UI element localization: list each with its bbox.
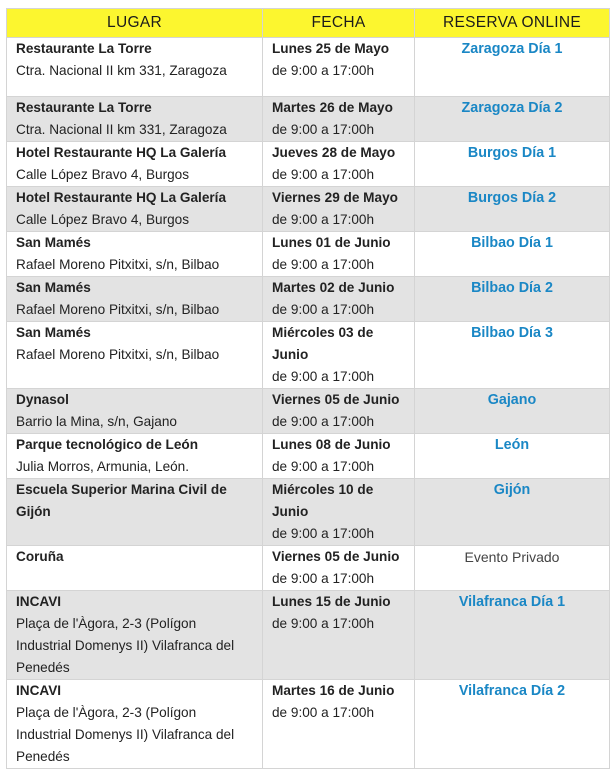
venue-name: Parque tecnológico de León: [16, 437, 199, 452]
event-date: Lunes 15 de Junio: [272, 594, 391, 609]
event-date: Miércoles 03 de: [272, 325, 374, 340]
fecha-cell: [263, 277, 415, 322]
event-date: Lunes 25 de Mayo: [272, 41, 390, 56]
fecha-cell: [263, 97, 415, 142]
venue-address: Rafael Moreno Pitxitxi, s/n, Bilbao: [16, 257, 220, 272]
table-row: [7, 277, 610, 322]
fecha-cell: [263, 479, 415, 546]
fecha-cell: [263, 38, 415, 97]
venue-name: San Mamés: [16, 235, 91, 250]
table-row: [7, 232, 610, 277]
venue-name: Coruña: [16, 549, 64, 564]
reserva-link[interactable]: Zaragoza Día 2: [461, 100, 563, 116]
event-time: de 9:00 a 17:00h: [272, 414, 375, 429]
venue-address: Julia Morros, Armunia, León.: [16, 459, 190, 474]
venue-address: Barrio la Mina, s/n, Gajano: [16, 414, 177, 429]
lugar-cell: [7, 546, 263, 591]
event-time: de 9:00 a 17:00h: [272, 167, 375, 182]
event-date: Viernes 05 de Junio: [272, 549, 400, 564]
event-time: de 9:00 a 17:00h: [272, 616, 375, 631]
events-table: [6, 8, 610, 769]
reserva-link[interactable]: Bilbao Día 1: [471, 235, 553, 251]
fecha-cell: [263, 142, 415, 187]
lugar-cell: [7, 479, 263, 546]
venue-address: Ctra. Nacional II km 331, Zaragoza: [16, 122, 227, 137]
event-time: de 9:00 a 17:00h: [272, 63, 375, 78]
reserva-link[interactable]: Vilafranca Día 2: [458, 683, 566, 699]
fecha-cell: [263, 680, 415, 769]
fecha-cell: [263, 322, 415, 389]
event-date: Martes 02 de Junio: [272, 280, 395, 295]
venue-name: INCAVI: [16, 594, 62, 609]
header-reserva: RESERVA ONLINE: [415, 9, 610, 38]
lugar-cell: [7, 232, 263, 277]
table-row: [7, 322, 610, 389]
table-row: [7, 479, 610, 546]
fecha-cell: [263, 232, 415, 277]
event-date: Jueves 28 de Mayo: [272, 145, 396, 160]
reserva-cell: [415, 277, 610, 322]
venue-address: Plaça de l'Àgora, 2-3 (Polígon: [16, 705, 197, 720]
reserva-link[interactable]: Gajano: [487, 392, 537, 408]
table-row: [7, 434, 610, 479]
reserva-cell: [415, 187, 610, 232]
table-row: [7, 142, 610, 187]
reserva-text: Evento Privado: [464, 549, 560, 565]
event-date: Martes 16 de Junio: [272, 683, 395, 698]
reserva-cell: [415, 389, 610, 434]
lugar-cell: [7, 97, 263, 142]
venue-address: Penedés: [16, 749, 70, 764]
event-date: Junio: [272, 347, 309, 362]
reserva-link[interactable]: Bilbao Día 2: [471, 280, 553, 296]
venue-address: Plaça de l'Àgora, 2-3 (Polígon: [16, 616, 197, 631]
reserva-cell: [415, 97, 610, 142]
lugar-cell: [7, 434, 263, 479]
table-row: [7, 546, 610, 591]
table-row: [7, 97, 610, 142]
reserva-cell: [415, 38, 610, 97]
reserva-cell: [415, 142, 610, 187]
reserva-cell: [415, 591, 610, 680]
header-row: [7, 9, 610, 38]
venue-address: Calle López Bravo 4, Burgos: [16, 167, 190, 182]
lugar-cell: [7, 142, 263, 187]
venue-name: Restaurante La Torre: [16, 100, 152, 115]
lugar-cell: [7, 389, 263, 434]
event-date: Miércoles 10 de: [272, 482, 374, 497]
venue-address: Ctra. Nacional II km 331, Zaragoza: [16, 63, 227, 78]
reserva-cell: [415, 546, 610, 591]
lugar-cell: [7, 591, 263, 680]
header-fecha: FECHA: [263, 9, 415, 38]
venue-name: San Mamés: [16, 280, 91, 295]
table-row: [7, 187, 610, 232]
reserva-link[interactable]: León: [494, 437, 530, 453]
reserva-link[interactable]: Bilbao Día 3: [471, 325, 553, 341]
venue-name: Restaurante La Torre: [16, 41, 152, 56]
table-body: [7, 38, 610, 769]
venue-address: Penedés: [16, 660, 70, 675]
venue-address: Industrial Domenys II) Vilafranca del: [16, 727, 235, 742]
table-row: [7, 680, 610, 769]
venue-address: Industrial Domenys II) Vilafranca del: [16, 638, 235, 653]
reserva-link[interactable]: Burgos Día 2: [467, 190, 557, 206]
event-date: Viernes 29 de Mayo: [272, 190, 398, 205]
table-row: [7, 591, 610, 680]
venue-name: Escuela Superior Marina Civil de Gijón: [16, 482, 227, 519]
lugar-cell: [7, 277, 263, 322]
lugar-cell: [7, 322, 263, 389]
reserva-cell: [415, 434, 610, 479]
venue-name: INCAVI: [16, 683, 62, 698]
reserva-cell: [415, 680, 610, 769]
event-date: Lunes 01 de Junio: [272, 235, 391, 250]
event-time: de 9:00 a 17:00h: [272, 212, 375, 227]
event-time: de 9:00 a 17:00h: [272, 257, 375, 272]
lugar-cell: [7, 680, 263, 769]
event-time: de 9:00 a 17:00h: [272, 369, 375, 384]
event-date: Lunes 08 de Junio: [272, 437, 391, 452]
header-lugar: LUGAR: [7, 9, 263, 38]
event-time: de 9:00 a 17:00h: [272, 705, 375, 720]
venue-name: San Mamés: [16, 325, 91, 340]
fecha-cell: [263, 389, 415, 434]
event-date: Martes 26 de Mayo: [272, 100, 393, 115]
fecha-cell: [263, 591, 415, 680]
fecha-cell: [263, 546, 415, 591]
reserva-link[interactable]: Burgos Día 1: [467, 145, 557, 161]
venue-name: Hotel Restaurante HQ La Galería: [16, 145, 227, 160]
venue-address: Rafael Moreno Pitxitxi, s/n, Bilbao: [16, 347, 220, 362]
reserva-cell: [415, 322, 610, 389]
reserva-cell: [415, 232, 610, 277]
event-date: Junio: [272, 504, 309, 519]
reserva-link[interactable]: Vilafranca Día 1: [458, 594, 566, 610]
venue-name: Hotel Restaurante HQ La Galería: [16, 190, 227, 205]
event-time: de 9:00 a 17:00h: [272, 122, 375, 137]
reserva-cell: [415, 479, 610, 546]
venue-address: Rafael Moreno Pitxitxi, s/n, Bilbao: [16, 302, 220, 317]
fecha-cell: [263, 434, 415, 479]
reserva-link[interactable]: Zaragoza Día 1: [461, 41, 563, 57]
table-row: [7, 38, 610, 97]
table-row: [7, 389, 610, 434]
lugar-cell: [7, 187, 263, 232]
event-time: de 9:00 a 17:00h: [272, 459, 375, 474]
event-date: Viernes 05 de Junio: [272, 392, 400, 407]
reserva-link[interactable]: Gijón: [493, 482, 531, 498]
fecha-cell: [263, 187, 415, 232]
event-time: de 9:00 a 17:00h: [272, 526, 375, 541]
event-time: de 9:00 a 17:00h: [272, 302, 375, 317]
venue-name: Dynasol: [16, 392, 69, 407]
venue-address: Calle López Bravo 4, Burgos: [16, 212, 190, 227]
lugar-cell: [7, 38, 263, 97]
event-time: de 9:00 a 17:00h: [272, 571, 375, 586]
